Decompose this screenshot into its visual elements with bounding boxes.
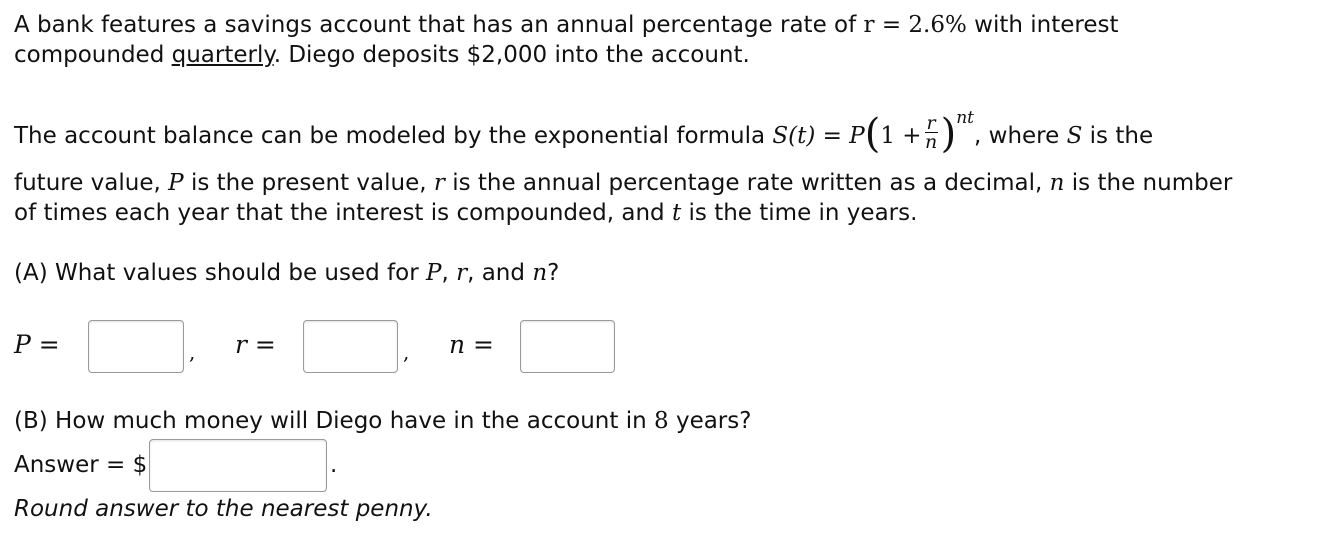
rate-expression: r = 2.6%	[863, 12, 967, 38]
symbol-P: P	[425, 260, 442, 286]
symbol-r: r	[433, 170, 445, 196]
separator: , and	[467, 260, 525, 286]
formula-text: is the	[1089, 123, 1154, 149]
fraction-denominator: n	[924, 131, 938, 153]
answer-label-text: Answer = $	[14, 452, 148, 478]
left-paren: (	[864, 110, 881, 157]
formula-one-plus: 1 +	[880, 123, 922, 149]
question-end: ?	[547, 260, 560, 286]
intro-line-1	[14, 10, 1119, 40]
comma: ,	[189, 340, 196, 364]
fraction	[925, 114, 938, 151]
formula-text: is the number	[1071, 170, 1233, 196]
part-a-question	[14, 258, 559, 288]
formula-text: is the annual percentage rate written as a decimal,	[452, 170, 1043, 196]
formula-text: is the time in years.	[688, 200, 918, 226]
symbol-t: t	[671, 200, 682, 226]
formula-text: of times each year that the interest is compounded, and	[14, 200, 665, 226]
formula-lhs: S(t) = P	[772, 123, 865, 149]
intro-text: . Diego deposits $2,000 into the account.	[273, 42, 750, 68]
formula-text: is the present value,	[190, 170, 427, 196]
intro-text: A bank features a savings account that has an annual percentage rate of	[14, 12, 857, 38]
rounding-note	[14, 494, 433, 524]
answer-label	[14, 450, 147, 480]
period: .	[330, 452, 338, 478]
rounding-note-text: Round answer to the nearest penny.	[14, 496, 433, 522]
part-b-question	[14, 406, 751, 436]
intro-line-2	[14, 40, 750, 70]
formula-line-3	[14, 198, 917, 228]
formula-text: The account balance can be modeled by the exponential formula	[14, 123, 766, 149]
quarterly-link[interactable]: quarterly	[171, 42, 274, 68]
formula-exponent: nt	[956, 108, 975, 128]
symbol-n: n	[532, 260, 548, 286]
formula-line	[14, 108, 1154, 160]
fraction-numerator: r	[926, 112, 936, 134]
intro-text-end: with interest	[974, 12, 1119, 38]
intro-text: compounded	[14, 42, 165, 68]
comma: ,	[403, 340, 410, 364]
answer-input[interactable]	[149, 439, 327, 492]
question-text: (B) How much money will Diego have in the account in	[14, 408, 647, 434]
question-text: years?	[675, 408, 752, 434]
years-value: 8	[654, 408, 669, 434]
r-input[interactable]	[303, 320, 398, 373]
symbol-P: P	[168, 170, 184, 196]
n-input[interactable]	[520, 320, 615, 373]
symbol-r: r	[456, 260, 468, 286]
r-label: r =	[235, 330, 276, 359]
formula-text: , where	[974, 123, 1060, 149]
symbol-n: n	[1049, 170, 1065, 196]
symbol-S: S	[1066, 123, 1083, 149]
p-input[interactable]	[88, 320, 184, 373]
separator: ,	[441, 260, 449, 286]
question-text: (A) What values should be used for	[14, 260, 419, 286]
n-label: n =	[449, 330, 494, 359]
formula-text: future value,	[14, 170, 161, 196]
p-label: P =	[14, 330, 60, 359]
formula-line-2	[14, 168, 1232, 198]
right-paren: )	[940, 110, 957, 157]
